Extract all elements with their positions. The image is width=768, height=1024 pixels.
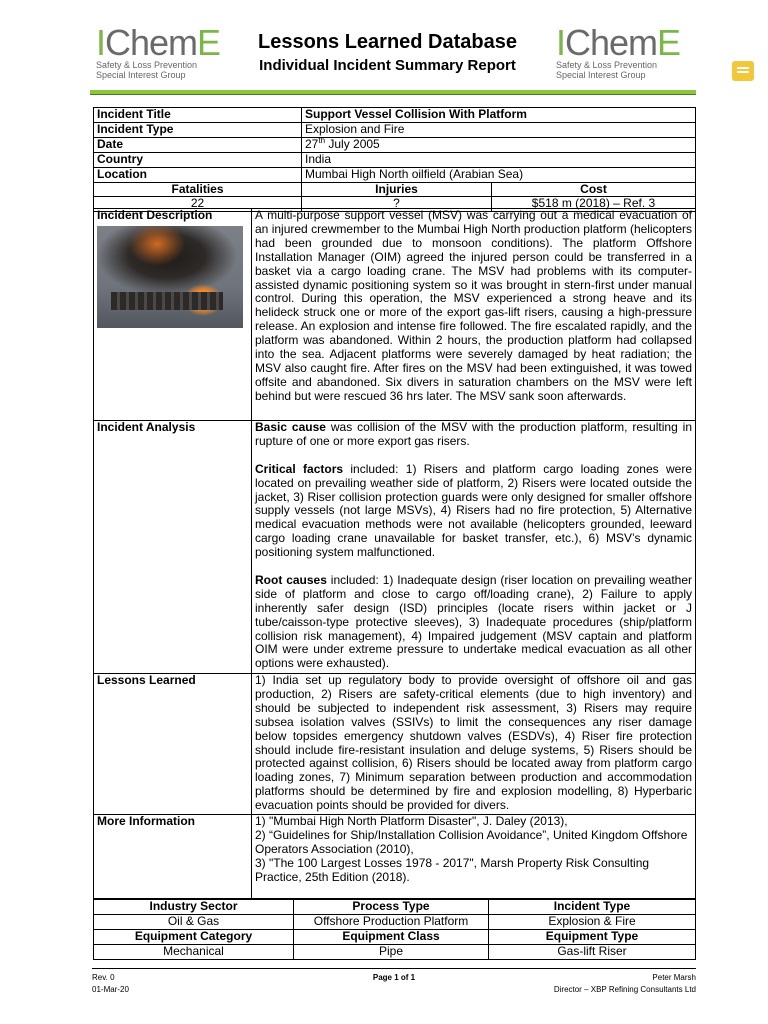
logo-subtitle-2: Special Interest Group xyxy=(96,70,186,80)
icheme-logo-left: IChemE Safety & Loss Prevention Special Interest Group xyxy=(96,26,246,80)
injuries-label: Injuries xyxy=(302,182,492,197)
equipment-type-value: Gas-lift Riser xyxy=(489,944,696,959)
critical-factors-heading: Critical factors xyxy=(255,461,344,476)
incident-title-label: Incident Title xyxy=(94,108,302,123)
equipment-class-label: Equipment Class xyxy=(294,929,489,944)
equipment-category-value: Mechanical xyxy=(94,944,294,959)
footer-date: 01-Mar-20 xyxy=(92,985,129,994)
country-value: India xyxy=(302,152,696,167)
reference-2: 2) “Guidelines for Ship/Installation Collision Avoidance”, United Kingdom Offshore Operators Association (2010), xyxy=(255,827,688,856)
industry-sector-label: Industry Sector xyxy=(94,900,294,915)
root-causes-text: included: 1) Inadequate design (riser location on prevailing weather side of platform and close to cargo off/loading crane), 2) Failure to apply inherently safer design (ISD) principles (locate risers within jacket or J tube/caisson-type protective sleeves), 3) Inadequate procedures (ship/platform collision risk management), 4) Impaired judgement (MSV captain and platform OIM were under extreme pressure to undertake medical evacuation as all other options were exhausted). xyxy=(255,572,692,671)
logo-text-suffix-right: E xyxy=(657,22,681,63)
logo-subtitle-1: Safety & Loss Prevention xyxy=(96,60,198,70)
incident-type-label: Incident Type xyxy=(94,122,302,137)
basic-cause-text: was collision of the MSV with the production platform, resulting in rupture of one or more export gas risers. xyxy=(255,420,692,448)
injuries-value: ? xyxy=(302,197,492,212)
cost-label: Cost xyxy=(492,182,696,197)
footer-author: Peter Marsh xyxy=(652,973,696,982)
reference-3: 3) "The 100 Largest Losses 1978 - 2017", Marsh Property Risk Consulting Practice, 25th Edition (2018). xyxy=(255,855,650,884)
comment-icon[interactable] xyxy=(732,61,754,81)
header-divider xyxy=(90,90,696,95)
page-subtitle: Individual Incident Summary Report xyxy=(259,57,516,74)
cost-value: $518 m (2018) – Ref. 3 xyxy=(492,197,696,212)
icheme-logo-right: IChemE Safety & Loss Prevention Special Interest Group xyxy=(556,26,706,80)
logo-subtitle-1-right: Safety & Loss Prevention xyxy=(556,60,658,70)
description-label: Incident Description xyxy=(97,208,213,222)
equipment-type-label: Equipment Type xyxy=(489,929,696,944)
more-info-label: More Information xyxy=(94,815,252,899)
logo-text-suffix: E xyxy=(197,22,221,63)
class-incident-type-label: Incident Type xyxy=(489,900,696,915)
incident-details-table xyxy=(93,208,696,899)
description-label-cell xyxy=(94,209,252,421)
incident-summary-table xyxy=(93,107,696,212)
lessons-label: Lessons Learned xyxy=(94,674,252,815)
fatalities-label: Fatalities xyxy=(94,182,302,197)
footer-revision: Rev. 0 xyxy=(92,973,115,982)
date-label: Date xyxy=(94,137,302,152)
description-text: A multi-purpose support vessel (MSV) was carrying out a medical evacuation of an injured crewmember to the Mumbai High North production platform (helicopters had been grounded due to monsoon conditions). The platform Offshore Installation Manager (OIM) agreed the injured person could be transferred in a basket via a cargo loading crane. The MSV had problems with its computer-assisted dynamic positioning system so it was brought in stern-first under manual control. During this operation, the MSV experienced a strong heave and its helideck struck one or more of the export gas-lift risers, causing a high-pressure release. An explosion and intense fire followed. The fire escalated rapidly, and the platform was abandoned. Within 2 hours, the production platform had collapsed into the sea. Adjacent platforms were severely damaged by heat radiation; the MSV also caught fire. After fires on the MSV had been extinguished, it was towed offsite and abandoned. Six divers in saturation chambers on the MSV were left behind but were rescued 36 hrs later. The MSV sank soon afterwards. xyxy=(252,209,696,421)
basic-cause-heading: Basic cause xyxy=(255,420,326,434)
logo-subtitle-2-right: Special Interest Group xyxy=(556,70,646,80)
industry-sector-value: Oil & Gas xyxy=(94,914,294,929)
classification-table xyxy=(93,899,696,960)
country-label: Country xyxy=(94,152,302,167)
critical-factors-text: included: 1) Risers and platform cargo loading zones were located on prevailing weather side of platform, 2) Risers were located outside the jacket, 3) Riser collision protection guards were only designed for smaller offshore supply vessels (not large MSVs), 4) Risers had no fire protection, 5) Alternative medical evacuation methods were not available (helicopters grounded, leeward cargo loading crane unavailable for basket transfer, etc.), 6) MSV’s dynamic positioning system malfunctioned. xyxy=(255,461,692,560)
incident-title-value: Support Vessel Collision With Platform xyxy=(302,108,696,123)
footer-divider xyxy=(92,968,696,969)
date-rest: July 2005 xyxy=(325,137,380,151)
equipment-class-value: Pipe xyxy=(294,944,489,959)
lessons-text: 1) India set up regulatory body to provide oversight of offshore oil and gas production, 2) Risers are safety-critical elements (due to high inventory) and should be subjected to independent risk assessment, 3) Risers may require subsea isolation valves (SSIVs) to limit the consequences any riser damage below topsides emergency shutdown valves (ESDVs), 4) Riser fire protection should include fire-resistant insulation and deluge systems, 5) Risers should be protected against collision, 6) Risers should be located away from platform cargo loading zones, 7) Minimum separation between production and accommodation platforms should be determined by fire and explosion modelling, 8) Hyperbaric evacuation points should be provided for divers. xyxy=(252,674,696,815)
analysis-text xyxy=(252,421,696,674)
location-value: Mumbai High North oilfield (Arabian Sea) xyxy=(302,167,696,182)
date-value xyxy=(302,137,696,152)
process-type-value: Offshore Production Platform xyxy=(294,914,489,929)
process-type-label: Process Type xyxy=(294,900,489,915)
date-suffix: th xyxy=(318,137,326,145)
incident-type-value: Explosion and Fire xyxy=(302,122,696,137)
analysis-label: Incident Analysis xyxy=(94,421,252,674)
footer-page-number: Page 1 of 1 xyxy=(372,973,416,982)
class-incident-type-value: Explosion & Fire xyxy=(489,914,696,929)
reference-1: 1) "Mumbai High North Platform Disaster", J. Daley (2013), xyxy=(255,814,568,828)
equipment-category-label: Equipment Category xyxy=(94,929,294,944)
more-info-text xyxy=(252,815,696,899)
footer-role: Director – XBP Refining Consultants Ltd xyxy=(553,985,696,994)
platform-fire-photo xyxy=(97,226,243,328)
page-title: Lessons Learned Database xyxy=(258,31,517,53)
fatalities-value: 22 xyxy=(94,197,302,212)
location-label: Location xyxy=(94,167,302,182)
root-causes-heading: Root causes xyxy=(255,572,327,587)
date-day: 27 xyxy=(305,137,319,151)
